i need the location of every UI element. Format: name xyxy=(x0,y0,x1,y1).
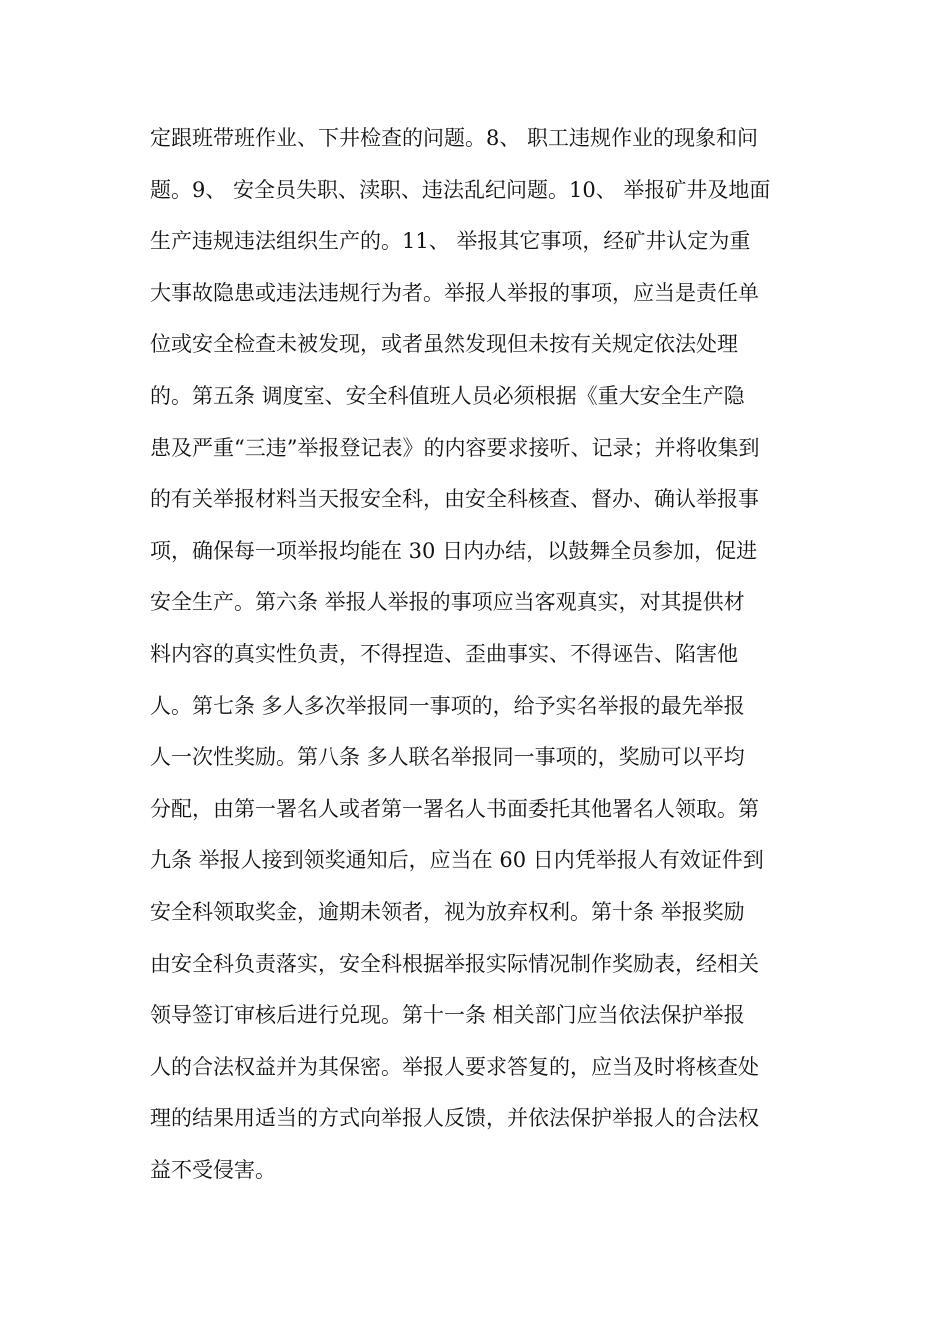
text-line: 九条 举报人接到领奖通知后，应当在 60 日内凭举报人有效证件到 xyxy=(150,848,764,873)
text-line: 人。第七条 多人多次举报同一事项的，给予实名举报的最先举报 xyxy=(150,693,745,718)
text-line: 的有关举报材料当天报安全科，由安全科核查、督办、确认举报事 xyxy=(150,487,759,512)
text-line: 题。9、 安全员失职、渎职、违法乱纪问题。10、 举报矿井及地面 xyxy=(150,177,771,202)
text-line: 由安全科负责落实，安全科根据举报实际情况制作奖励表，经相关 xyxy=(150,951,759,976)
text-line: 益不受侵害。 xyxy=(150,1157,276,1182)
text-line: 生产违规违法组织生产的。11、 举报其它事项，经矿井认定为重 xyxy=(150,229,751,254)
text-line: 理的结果用适当的方式向举报人反馈，并依法保护举报人的合法权 xyxy=(150,1106,759,1131)
text-line: 项，确保每一项举报均能在 30 日内办结，以鼓舞全员参加，促进 xyxy=(150,538,758,563)
text-line: 患及严重“三违”举报登记表》的内容要求接听、记录；并将收集到 xyxy=(150,435,760,460)
text-line: 分配，由第一署名人或者第一署名人书面委托其他署名人领取。第 xyxy=(150,796,759,821)
text-line: 人的合法权益并为其保密。举报人要求答复的，应当及时将核查处 xyxy=(150,1054,759,1079)
text-line: 定跟班带班作业、下井检查的问题。8、 职工违规作业的现象和问 xyxy=(150,126,759,150)
text-line: 大事故隐患或违法违规行为者。举报人举报的事项，应当是责任单 xyxy=(150,280,759,305)
text-line: 人一次性奖励。第八条 多人联名举报同一事项的，奖励可以平均 xyxy=(150,745,745,770)
text-line: 安全科领取奖金，逾期未领者，视为放弃权利。第十条 举报奖励 xyxy=(150,899,745,924)
body-paragraph xyxy=(150,118,810,1201)
text-line: 的。第五条 调度室、安全科值班人员必须根据《重大安全生产隐 xyxy=(150,383,745,408)
text-line: 安全生产。第六条 举报人举报的事项应当客观真实，对其提供材 xyxy=(150,590,745,615)
text-line: 领导签订审核后进行兑现。第十一条 相关部门应当依法保护举报 xyxy=(150,1003,745,1028)
text-line: 位或安全检查未被发现，或者虽然发现但未按有关规定依法处理 xyxy=(150,332,738,357)
text-line: 料内容的真实性负责，不得捏造、歪曲事实、不得诬告、陷害他 xyxy=(150,641,738,666)
